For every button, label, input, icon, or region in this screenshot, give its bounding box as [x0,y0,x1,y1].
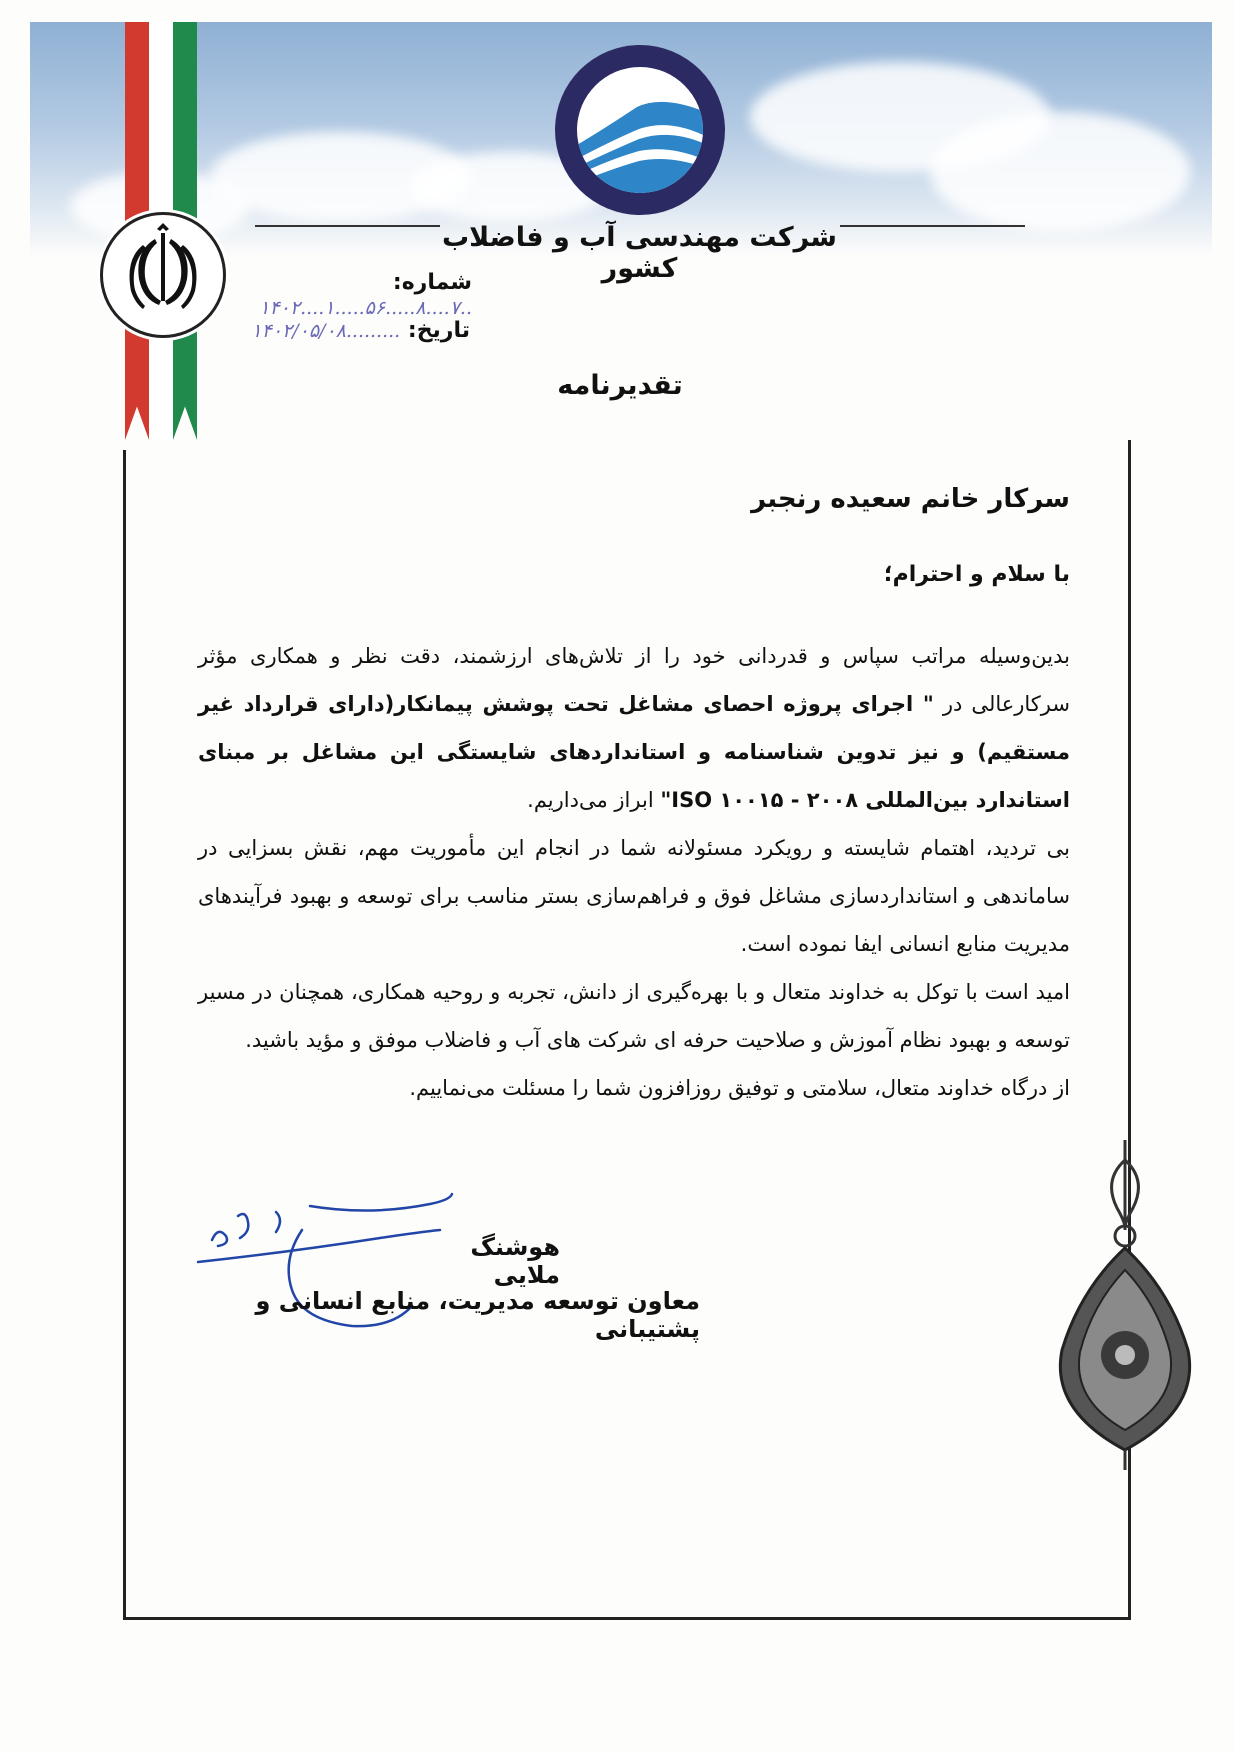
body-paragraph-1-intro: بدین‌وسیله مراتب سپاس و قدردانی خود را از تلاش‌های ارزشمند، دقت نظر و همکاری مؤثر سرکارعالی در [198,644,1070,716]
body-paragraph-3: امید است با توکل به خداوند متعال و با بهره‌گیری از دانش، تجربه و روحیه همکاری، همچنان در مسیر توسعه و بهبود نظام آموزش و صلاحیت حرفه ای شرکت های آب و فاضلاب موفق و مؤید باشید. [198,980,1070,1052]
frame-left-border [123,450,126,1620]
letter-title: تقدیرنامه [557,370,683,401]
body-paragraph-1-end: ابراز می‌داریم. [527,788,661,812]
project-title: " اجرای پروژه احصای مشاغل تحت پوشش پیمانکار(دارای قرارداد غیر مستقیم) و نیز تدوین شناسنامه و استانداردهای شایستگی این مشاغل بر مبنای استاندارد بین‌المللی ISO ۱۰۰۱۵ - ۲۰۰۸" [198,692,1070,812]
letter-body [198,632,1070,1112]
greeting: با سلام و احترام؛ [883,562,1070,587]
national-emblem-icon [100,212,226,338]
company-name-rule-right [840,225,1025,227]
body-paragraph-4: از درگاه خداوند متعال، سلامتی و توفیق روزافزون شما را مسئلت می‌نماییم. [409,1076,1070,1100]
body-paragraph-2: بی تردید، اهتمام شایسته و رویکرد مسئولانه شما در انجام این مأموریت مهم، نقش بسزایی در ساماندهی و استانداردسازی مشاغل فوق و فراهم‌سازی بستر مناسب برای توسعه و بهبود فرآیندهای مدیریت منابع انسانی ایفا نموده است. [198,836,1070,956]
signatory-name: هوشنگ ملایی [470,1233,560,1289]
frame-bottom-border [123,1617,1131,1620]
body-paragraph-1 [198,632,1070,824]
company-name: شرکت مهندسی آب و فاضلاب کشور [442,222,837,284]
signatory-title: معاون توسعه مدیریت، منابع انسانی و پشتیبانی [255,1287,700,1343]
decorative-ornament-icon [1040,1140,1210,1470]
company-logo [555,45,725,215]
letter-date-label: تاریخ: [407,318,470,343]
addressee: سرکار خانم سعیده رنجبر [751,484,1070,514]
letter-number [220,270,472,320]
letter-date-value: .........۱۴۰۲/۰۵/۰۸ [251,320,401,342]
letter-number-label: شماره: [392,270,472,295]
letter-number-value: ..۷....۸.....۵۶.....۱....۱۴۰۲ [259,297,472,319]
company-name-rule-left [255,225,440,227]
letter-date [240,318,470,343]
